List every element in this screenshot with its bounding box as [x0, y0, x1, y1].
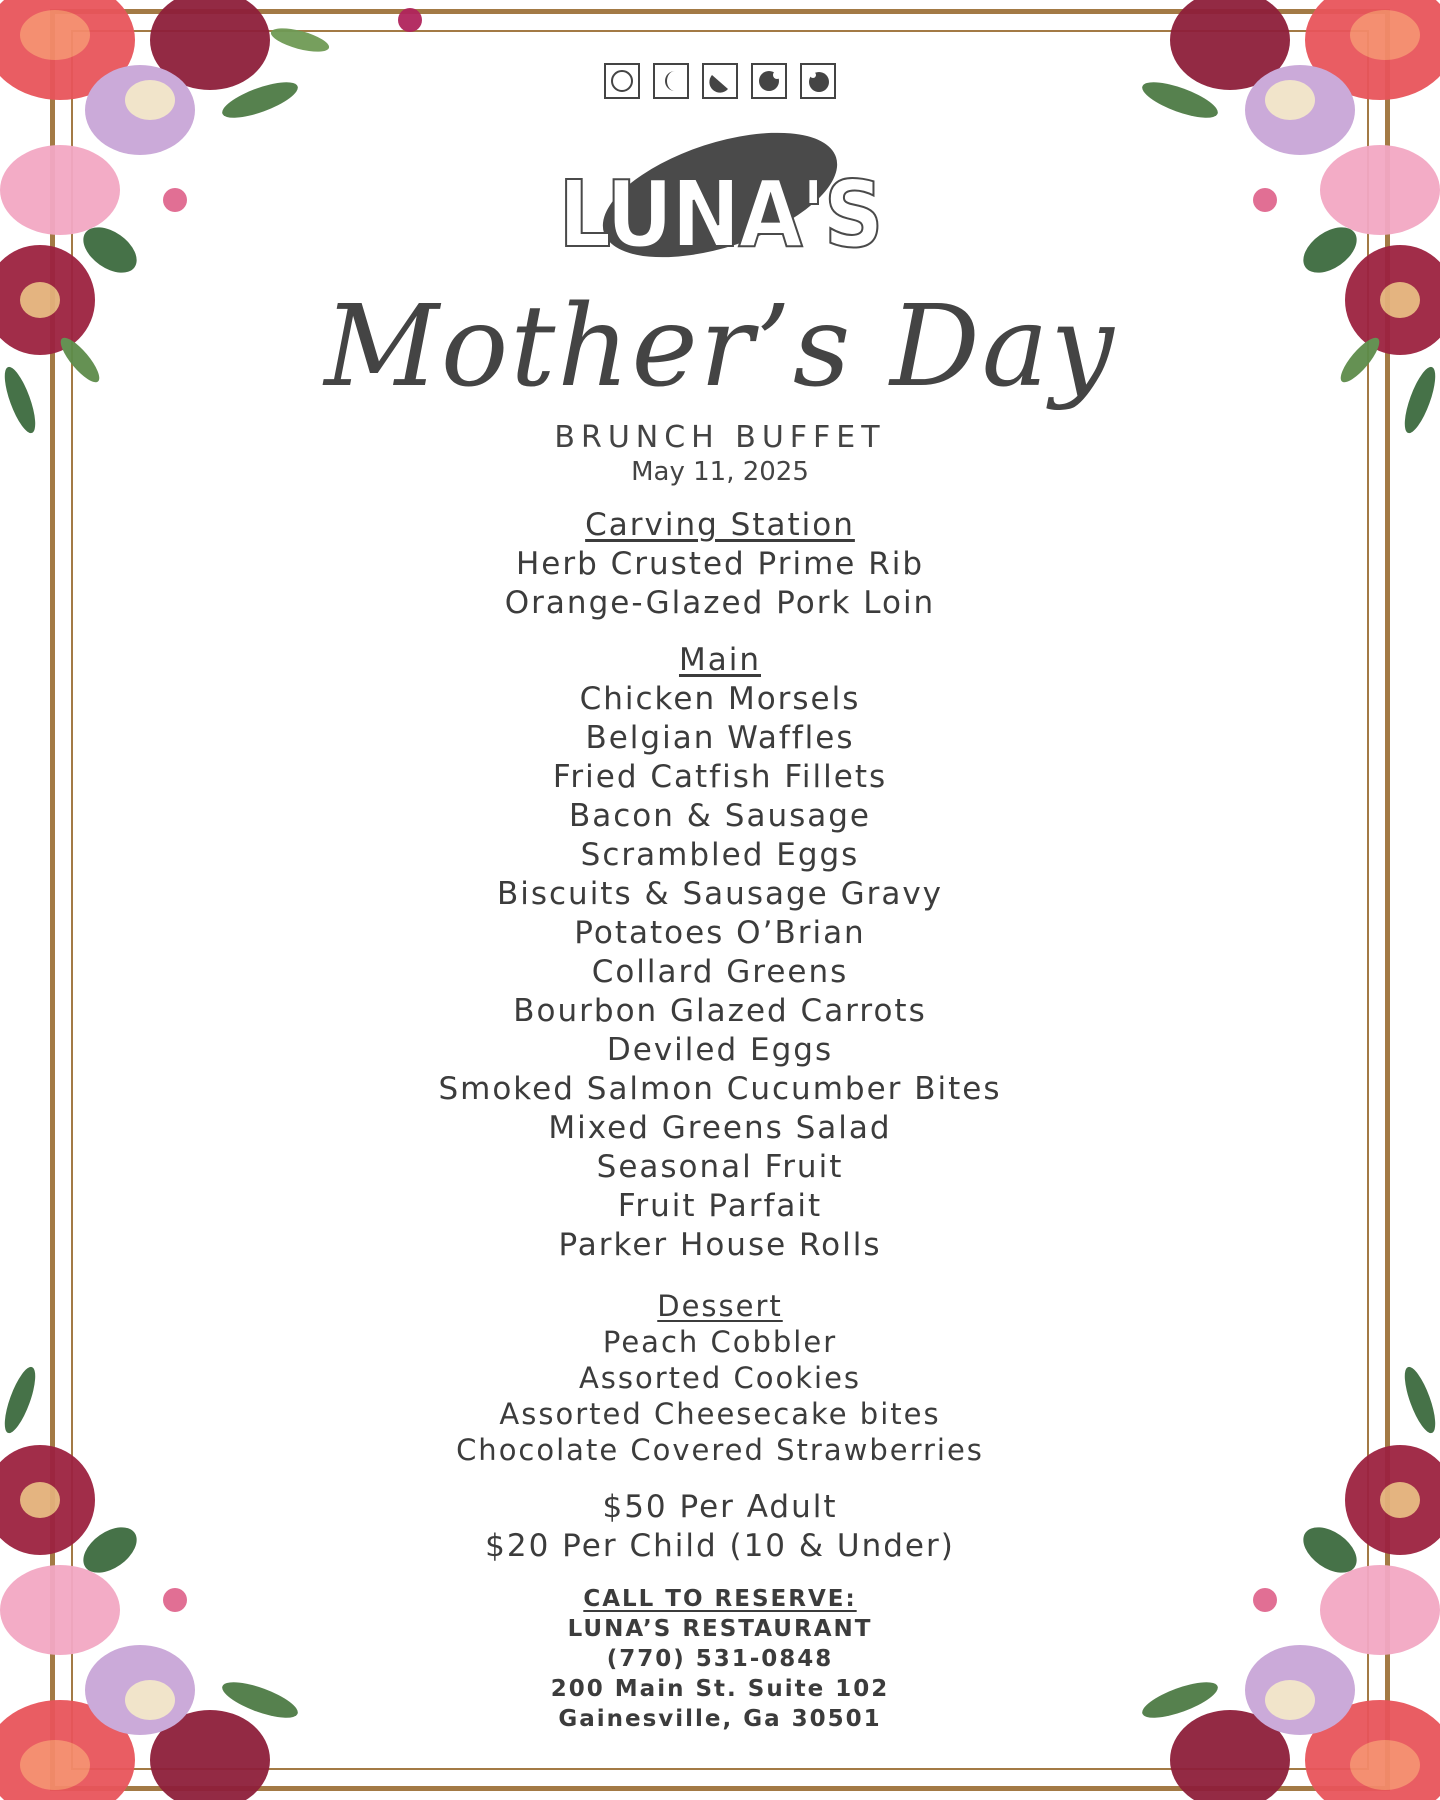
section-heading: Carving Station: [585, 507, 855, 543]
page-subtitle: BRUNCH BUFFET: [554, 420, 886, 455]
menu-item: Biscuits & Sausage Gravy: [496, 876, 944, 912]
crescent-moon-icon: [653, 63, 689, 99]
full-moon-outline-icon: [604, 63, 640, 99]
section-heading: Main: [678, 642, 761, 678]
menu-item: Mixed Greens Salad: [548, 1110, 892, 1146]
child-price: $20 Per Child (10 & Under): [485, 1528, 955, 1564]
logo-text: LUNA'S: [558, 161, 882, 268]
gibbous-moon-icon: [751, 63, 787, 99]
menu-item: Fried Catfish Fillets: [552, 759, 888, 795]
main-section: [0, 641, 1440, 1265]
menu-item: Fruit Parfait: [617, 1188, 823, 1224]
moon-phases-row: [604, 63, 836, 99]
section-heading: Dessert: [657, 1289, 783, 1323]
menu-item: Chocolate Covered Strawberries: [456, 1433, 984, 1467]
menu-item: Herb Crusted Prime Rib: [515, 546, 925, 582]
lunas-logo: [558, 114, 882, 276]
menu-item: Smoked Salmon Cucumber Bites: [438, 1071, 1002, 1107]
menu-item: Assorted Cookies: [578, 1361, 862, 1395]
address-line-2: Gainesville, Ga 30501: [558, 1706, 882, 1732]
half-moon-icon: [702, 63, 738, 99]
menu-item: Orange-Glazed Pork Loin: [504, 585, 936, 621]
menu-item: Scrambled Eggs: [580, 837, 860, 873]
page-title: Mother’s Day: [324, 282, 1116, 412]
contact-heading: CALL TO RESERVE:: [583, 1586, 857, 1612]
pricing-section: [0, 1488, 1440, 1566]
menu-item: Potatoes O’Brian: [574, 915, 866, 951]
menu-item: Seasonal Fruit: [596, 1149, 844, 1185]
carving-station-section: [0, 506, 1440, 623]
full-moon-icon: [800, 63, 836, 99]
dessert-section: [0, 1288, 1440, 1468]
menu-item: Chicken Morsels: [579, 681, 861, 717]
menu-item: Peach Cobbler: [602, 1325, 838, 1359]
contact-section: [0, 1584, 1440, 1734]
menu-item: Bacon & Sausage: [568, 798, 872, 834]
event-date: May 11, 2025: [631, 457, 809, 487]
address-line-1: 200 Main St. Suite 102: [550, 1676, 890, 1702]
menu-item: Deviled Eggs: [606, 1032, 834, 1068]
menu-item: Collard Greens: [591, 954, 849, 990]
menu-item: Belgian Waffles: [585, 720, 855, 756]
menu-item: Parker House Rolls: [558, 1227, 882, 1263]
menu-item: Assorted Cheesecake bites: [499, 1397, 941, 1431]
menu-item: Bourbon Glazed Carrots: [513, 993, 927, 1029]
phone-number[interactable]: (770) 531-0848: [606, 1646, 834, 1672]
restaurant-name: LUNA’S RESTAURANT: [567, 1616, 873, 1642]
adult-price: $50 Per Adult: [602, 1489, 838, 1525]
